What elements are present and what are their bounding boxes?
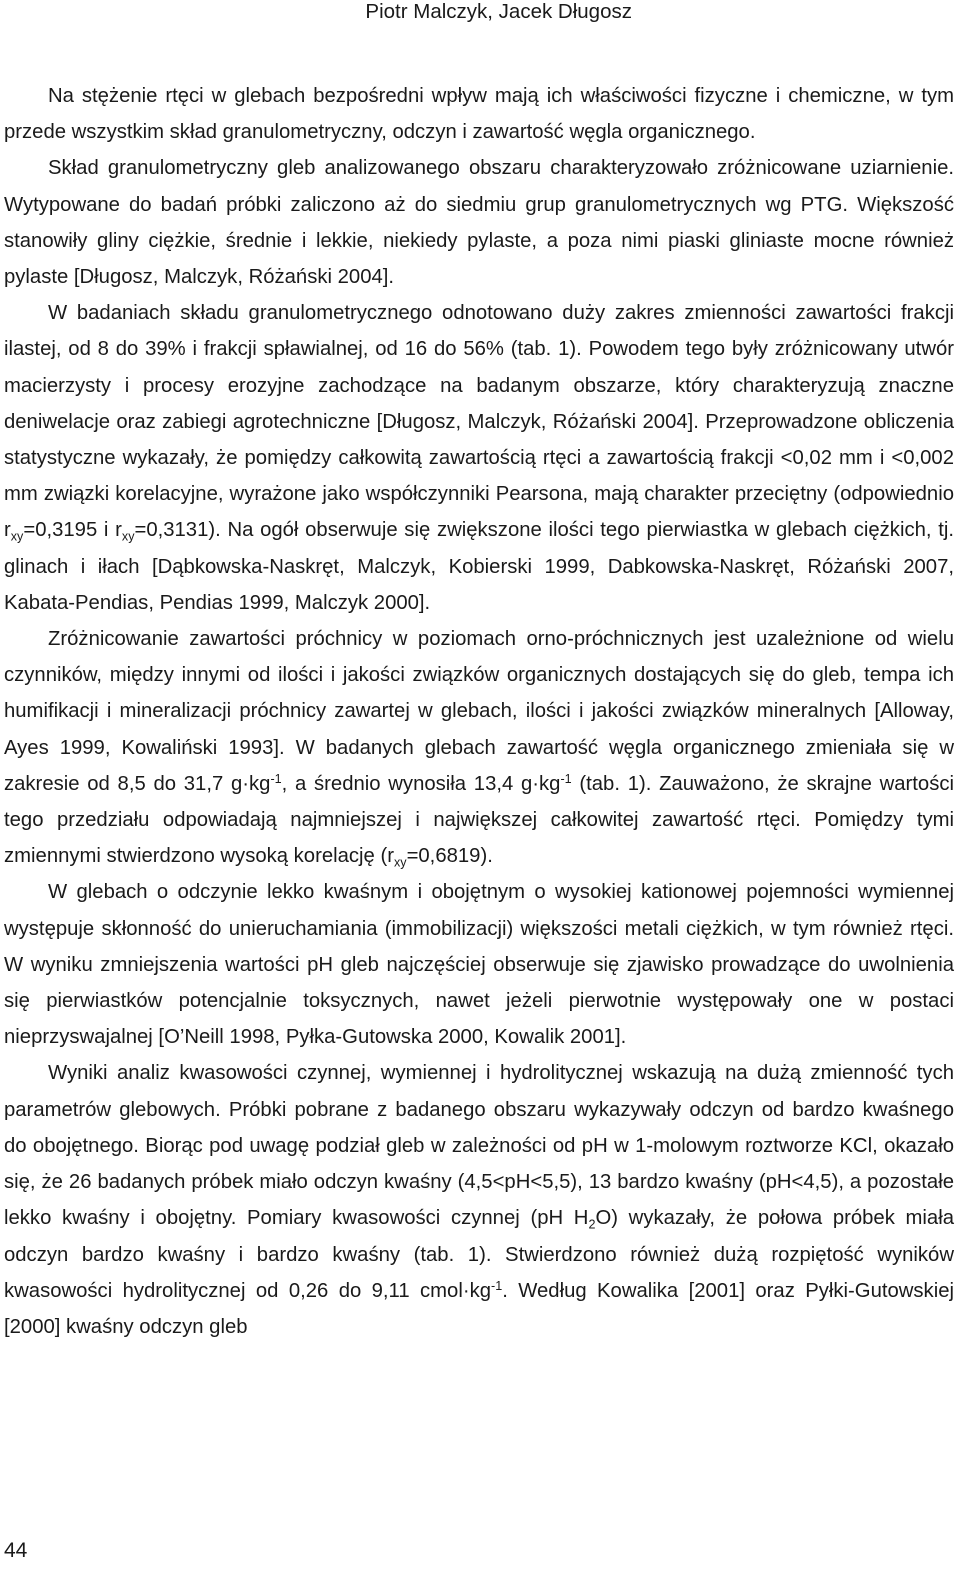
running-header: Piotr Malczyk, Jacek Długosz: [365, 0, 632, 23]
subscript: 2: [588, 1217, 596, 1232]
subscript: xy: [10, 529, 24, 544]
text-run: =0,3131). Na ogół obserwuje się zwiększone ilości tego pierwiastka w glebach ciężkich, tj. glinach i iłach [Dąbkowska-Naskręt, Malczyk, Kobierski 1999, Dabkowska-Naskręt, Różański 2007, Kabata-Pendias, Pendias 1999, Malczyk 2000].: [4, 519, 954, 614]
text-run: Skład granulometryczny gleb analizowanego obszaru charakteryzowało zróżnicowane uziarnienie. Wytypowane do badań próbki zaliczono aż do siedmiu grup granulometrycznych wg PTG. Większość stanowiły gliny ciężkie, średnie i lekkie, niekiedy pylaste, a poza nimi piaski gliniaste mocne również pylaste [Długosz, Malczyk, Różański 2004].: [4, 157, 954, 289]
superscript: -1: [491, 1278, 503, 1293]
text-run: Wyniki analiz kwasowości czynnej, wymiennej i hydrolitycznej wskazują na dużą zmienność tych parametrów glebowych. Próbki pobrane z badanego obszaru wykazywały odczyn od bardzo kwaśnego do obojętnego. Biorąc pod uwagę podział gleb w zależności od pH w 1-molowym roztworze KCl, okazało się, że 26 badanych próbek miało odczyn kwaśny (4,5<pH<5,5), 13 bardzo kwaśny (pH<4,5), a pozostałe lekko kwaśny i obojętny. Pomiary kwasowości czynnej (pH H: [4, 1062, 954, 1230]
text-run: Na stężenie rtęci w glebach bezpośredni wpływ mają ich właściwości fizyczne i chemiczne, w tym przede wszystkim skład granulometryczny, odczyn i zawartość węgla organicznego.: [4, 85, 954, 144]
page-number: 44: [4, 1539, 28, 1562]
text-run: O) wykazały, że połowa próbek miała odczyn bardzo kwaśny i bardzo kwaśny (tab. 1). Stwierdzono również dużą rozpiętość wyników kwasowości hydrolitycznej od 0,26 do 9,11 cmol·kg: [4, 1207, 954, 1302]
superscript: -1: [560, 771, 572, 786]
paragraph: [4, 621, 954, 874]
paragraph: [4, 874, 954, 1055]
superscript: -1: [270, 771, 282, 786]
paragraph: [4, 1055, 954, 1345]
paragraph: [4, 295, 954, 621]
subscript: xy: [393, 855, 407, 870]
text-run: =0,6819).: [406, 845, 493, 868]
subscript: xy: [121, 529, 135, 544]
text-run: W badaniach składu granulometrycznego odnotowano duży zakres zmienności zawartości frakcji ilastej, od 8 do 39% i frakcji spławialnej, od 16 do 56% (tab. 1). Powodem tego były zróżnicowany utwór macierzysty i procesy erozyjne zachodzące na badanym obszarze, który charakteryzują znaczne deniwelacje oraz zabiegi agrotechniczne [Długosz, Malczyk, Różański 2004]. Przeprowadzone obliczenia statystyczne wykazały, że pomiędzy całkowitą zawartością rtęci a zawartością frakcji <0,02 mm i <0,002 mm związki korelacyjne, wyrażone jako współczynniki Pearsona, mają charakter przeciętny (odpowiednio r: [4, 302, 954, 542]
text-run: W glebach o odczynie lekko kwaśnym i obojętnym o wysokiej kationowej pojemności wymiennej występuje skłonność do unieruchamiania (immobilizacji) większości metali ciężkich, w tym również rtęci. W wyniku zmniejszenia wartości pH gleb najczęściej obserwuje się zjawisko prowadzące do uwolnienia się pierwiastków potencjalnie toksycznych, nawet jeżeli pierwotnie występowały one w postaci nieprzyswajalnej [O’Neill 1998, Pyłka-Gutowska 2000, Kowalik 2001].: [4, 881, 954, 1049]
text-run: , a średnio wynosiła 13,4 g·kg: [281, 772, 561, 795]
text-run: . Według Kowalika [2001] oraz Pyłki-Gutowskiej [2000] kwaśny odczyn gleb: [4, 1279, 954, 1338]
text-run: (tab. 1). Zauważono, że skrajne wartości tego przedziału odpowiadają najmniejszej i największej całkowitej zawartość rtęci. Pomiędzy tymi zmiennymi stwierdzono wysoką korelację (r: [4, 772, 954, 868]
paragraph: [4, 78, 954, 150]
text-run: Zróżnicowanie zawartości próchnicy w poziomach orno-próchnicznych jest uzależnione od wielu czynników, między innymi od ilości i jakości związków organicznych dostających się do gleb, tempa ich humifikacji i mineralizacji próchnicy zawartej w glebach, ilości i jakości związków mineralnych [Alloway, Ayes 1999, Kowaliński 1993]. W badanych glebach zawartość węgla organicznego zmieniała się w zakresie od 8,5 do 31,7 g·kg: [4, 628, 954, 795]
text-run: =0,3195 i r: [23, 519, 122, 542]
body-text: [4, 78, 954, 1345]
paragraph: [4, 150, 954, 295]
